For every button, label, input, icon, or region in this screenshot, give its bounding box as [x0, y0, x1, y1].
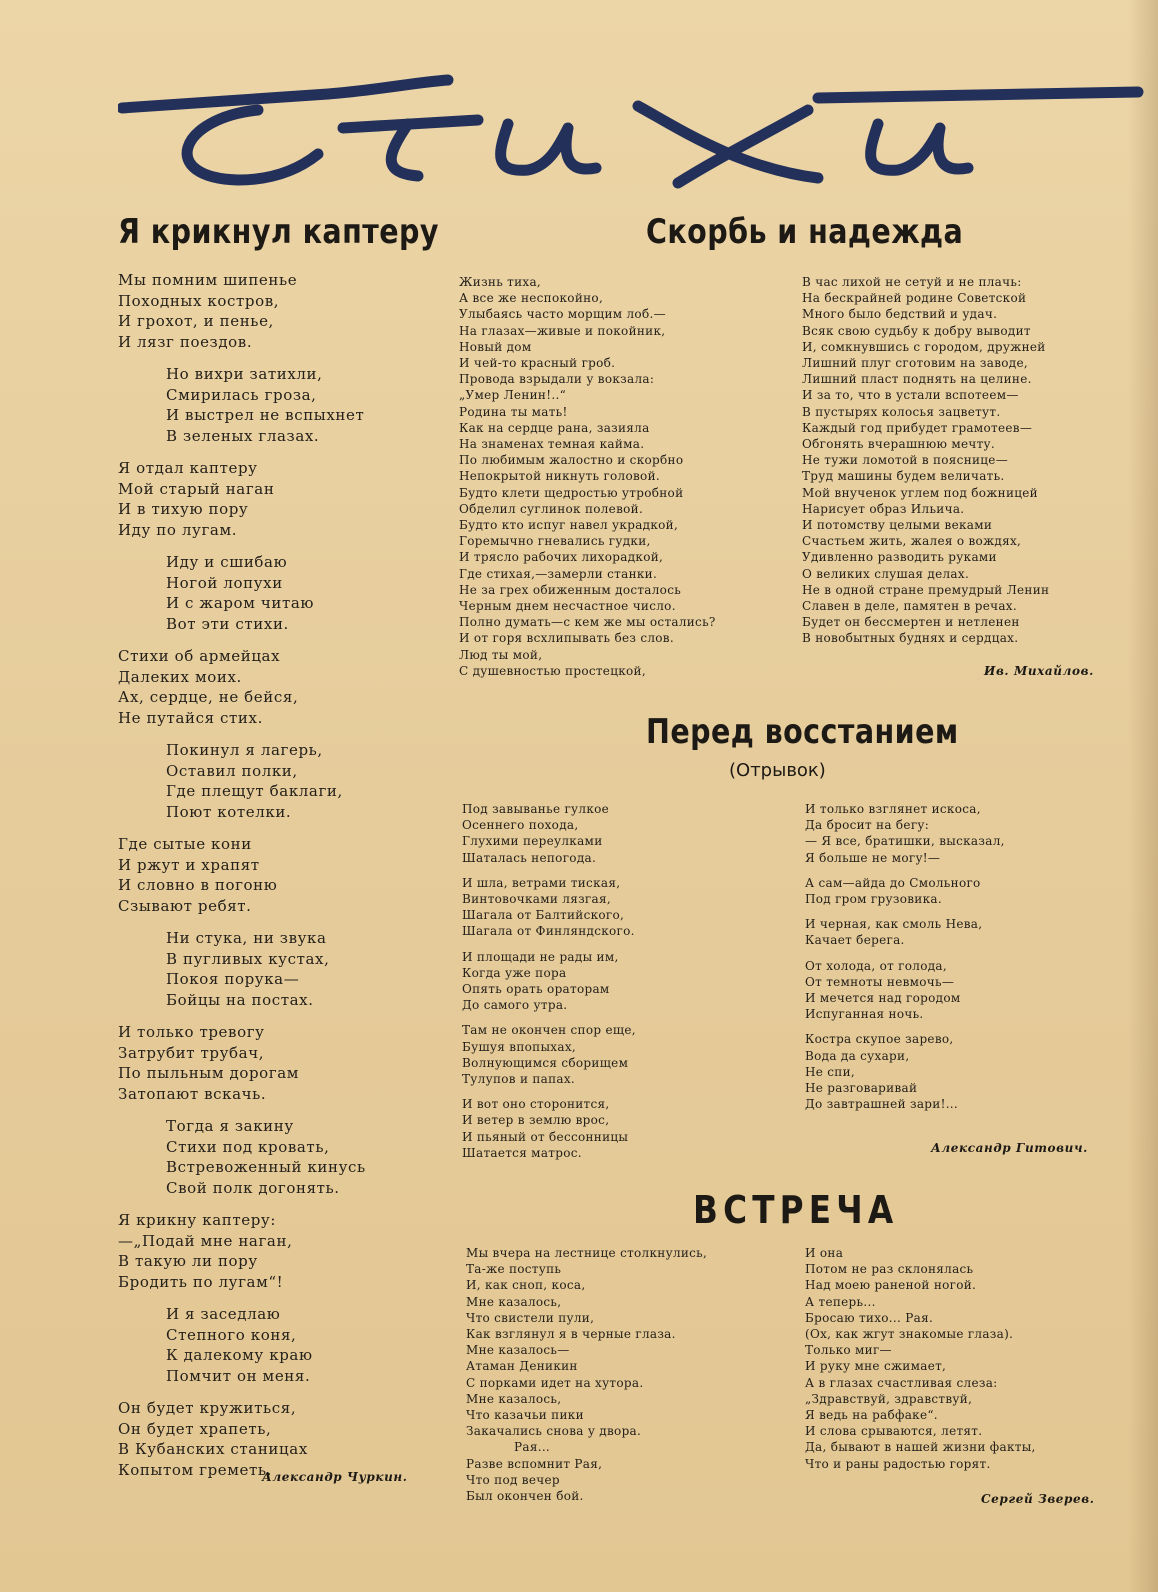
poem-line: В зеленых глазах. — [166, 426, 320, 445]
poem-line: Как на сердце рана, зазияла — [459, 420, 650, 435]
poem-line: Мой внученок углем под божницей — [802, 485, 1038, 500]
poem-line: Мне казалось, — [466, 1294, 562, 1309]
poem-line: Лишний пласт поднять на целине. — [802, 372, 1032, 387]
poem-line: Он будет храпеть, — [118, 1419, 272, 1438]
poem-line: Нарисует образ Ильича. — [802, 501, 965, 516]
poem-line: И вот оно сторонится, — [462, 1097, 610, 1112]
poem-line: Вода да сухари, — [805, 1048, 910, 1063]
poem-line: И слова срываются, летят. — [805, 1424, 983, 1439]
poem-line: С душевностью простецкой, — [459, 663, 646, 678]
poem-line: До завтрашней зари!... — [805, 1097, 959, 1112]
poem-line: Помчит он меня. — [166, 1366, 311, 1385]
poem-line: —„Подай мне наган, — [118, 1231, 293, 1250]
poem-line: Не в одной стране премудрый Ленин — [802, 582, 1050, 597]
poem-line: На бескрайней родине Советской — [802, 291, 1027, 306]
poem-line: Непокрытой никнуть головой. — [459, 469, 660, 484]
poem-line: Счастьем жить, жалея о вождях, — [802, 534, 1022, 549]
poem-line: Тулупов и папах. — [462, 1072, 576, 1087]
poem-line: Улыбаясь часто морщим лоб.— — [459, 307, 666, 322]
poem-line: Оставил полки, — [166, 761, 298, 780]
poem-line: А все же неспокойно, — [459, 291, 604, 306]
poem-line: А сам—айда до Смольного — [805, 875, 981, 890]
poem-skorb-column-2 — [802, 274, 1049, 647]
poem-line: По пыльным дорогам — [118, 1064, 300, 1082]
poem-line: В час лихой не сетуй и не плачь: — [802, 275, 1022, 289]
poem-line: И руку мне сжимает, — [805, 1359, 947, 1374]
poem-line: В пугливых кустах, — [166, 949, 330, 968]
poem-line: Бродить по лугам“! — [118, 1272, 284, 1291]
poem-line: И она — [805, 1246, 844, 1260]
poem-line: Стихи об армейцах — [118, 647, 281, 665]
poem-line: Да бросит на бегу: — [805, 818, 930, 833]
poem-line: Много было бедствий и удач. — [802, 307, 998, 322]
poem-line: Не разговаривай — [805, 1081, 918, 1096]
poem-line: В новобытных буднях и сердцах. — [802, 631, 1019, 646]
poem-line: Люд ты мой, — [459, 647, 543, 662]
poem-line: Шаталась непогода. — [462, 850, 597, 865]
poem-line: Я ведь на рабфаке“. — [805, 1408, 938, 1423]
poem-line: Затрубит трубач, — [118, 1043, 265, 1062]
poem-line: Славен в деле, памятен в речах. — [802, 599, 1017, 614]
poem-line: И только взглянет искоса, — [805, 802, 981, 816]
poem-line: Покоя порука— — [166, 970, 300, 988]
poem-line: И площади не рады им, — [462, 949, 619, 964]
poem-line: Степного коня, — [166, 1325, 297, 1344]
poem-line: Я отдал каптеру — [118, 459, 258, 477]
poem-ya-kriknul-kapteru — [118, 270, 366, 1480]
poem-line: Мы вчера на лестнице столкнулись, — [466, 1246, 708, 1260]
poem-line: А в глазах счастливая слеза: — [805, 1375, 998, 1390]
poem-line: Мой старый наган — [118, 479, 275, 498]
poem-line: Я крикну каптеру: — [118, 1211, 276, 1229]
poem-line: Был окончен бой. — [466, 1489, 584, 1504]
poem-line: (Ох, как жгут знакомые глаза). — [805, 1327, 1014, 1342]
poem-line: Мне казалось— — [466, 1343, 570, 1358]
poem-line: Шагала от Финляндского. — [462, 924, 635, 939]
poem-line: Будто клети щедростью утробной — [459, 485, 684, 500]
poem-line: И выстрел не вспыхнет — [166, 406, 365, 424]
poem-line: Испуганная ночь. — [805, 1007, 924, 1022]
poem-line: Но вихри затихли, — [166, 365, 323, 383]
poem-vstrecha-column-1 — [466, 1245, 707, 1504]
poem-line: „Здравствуй, здравствуй, — [805, 1391, 973, 1406]
poem-line: Встревоженный кинусь — [166, 1158, 366, 1176]
author-mikhailov: Ив. Михайлов. — [984, 664, 1094, 678]
poem-line: От темноты невмочь— — [805, 974, 955, 989]
author-churkin: Александр Чуркин. — [262, 1470, 408, 1484]
poem-line: Что и раны радостью горят. — [805, 1456, 991, 1471]
poem-line: Где стихая,—замерли станки. — [459, 566, 658, 581]
poem-line: Что свистели пули, — [466, 1310, 595, 1325]
poem-line: Костра скупое зарево, — [805, 1032, 954, 1047]
poem-line: Родина ты мать! — [459, 404, 568, 419]
poem-line: В Кубанских станицах — [118, 1440, 308, 1458]
poem-line: Только миг— — [805, 1343, 892, 1358]
poem-line: Волнующимся сборищем — [462, 1055, 629, 1070]
poem-line: Вот эти стихи. — [166, 614, 289, 633]
poem-line: Горемычно гневались гудки, — [459, 534, 651, 549]
poem-line: Будто кто испуг навел украдкой, — [459, 518, 679, 533]
poem-line: Походных костров, — [118, 291, 280, 310]
poem-line: И грохот, и пенье, — [118, 312, 274, 330]
poem-line: И пьяный от бессонницы — [462, 1129, 629, 1144]
poem-line: Иду и сшибаю — [166, 553, 288, 571]
poem-line: Он будет кружиться, — [118, 1399, 297, 1417]
poem-line: Рая... — [514, 1440, 551, 1455]
poem-line: И за то, что в устали вспотеем— — [802, 388, 1019, 403]
poem-line: И в тихую пору — [118, 500, 249, 518]
poem-title-pered-vosstaniem: Перед восстанием — [646, 712, 959, 752]
poem-line: Качает берега. — [805, 933, 905, 948]
poem-line: Когда уже пора — [462, 965, 567, 980]
poem-line: От холода, от голода, — [805, 958, 947, 973]
masthead-stikhi — [118, 58, 1158, 208]
poem-line: И шла, ветрами тиская, — [462, 875, 621, 890]
poem-line: Бойцы на постах. — [166, 990, 314, 1009]
poem-line: Закачались снова у двора. — [466, 1424, 642, 1439]
poem-title-skorb-i-nadezhda: Скорбь и надежда — [646, 212, 964, 252]
poem-line: Где плещут баклаги, — [166, 782, 343, 800]
poem-line: И чей-то красный гроб. — [459, 356, 616, 371]
poem-line: И лязг поездов. — [118, 332, 253, 351]
poem-line: Не спи, — [805, 1064, 856, 1079]
poem-line: И черная, как смоль Нева, — [805, 917, 983, 932]
poem-line: Черным днем несчастное число. — [459, 599, 676, 614]
poem-title-ya-kriknul-kapteru: Я крикнул каптеру — [118, 212, 439, 252]
poem-line: Бросаю тихо... Рая. — [805, 1310, 934, 1325]
poem-line: В пустырях колосья зацветут. — [802, 404, 1001, 419]
poem-line: И от горя всхлипывать без слов. — [459, 631, 674, 646]
poem-line: К далекому краю — [166, 1346, 313, 1364]
poem-skorb-column-1 — [459, 274, 716, 679]
poem-line: „Умер Ленин!..“ — [459, 388, 567, 403]
poem-line: На знаменах темная кайма. — [459, 437, 645, 452]
poem-line: Полно думать—с кем же мы остались? — [459, 615, 716, 630]
poem-line: И словно в погоню — [118, 876, 278, 894]
poem-line: И потомству целыми веками — [802, 518, 993, 533]
poem-line: Жизнь тиха, — [459, 275, 542, 289]
poem-line: А теперь... — [805, 1294, 876, 1309]
poem-line: Новый дом — [459, 339, 532, 354]
poem-line: Сзывают ребят. — [118, 896, 252, 915]
poem-line: Атаман Деникин — [466, 1359, 578, 1374]
poem-title-vstrecha: ВСТРЕЧА — [693, 1188, 899, 1232]
page-edge-shadow — [1128, 0, 1158, 1592]
poem-line: Стихи под кровать, — [166, 1137, 330, 1156]
poem-line: Будет он бессмертен и нетленен — [802, 615, 1020, 630]
poem-line: И, как сноп, коса, — [466, 1278, 586, 1293]
poem-line: Иду по лугам. — [118, 520, 238, 539]
poem-line: Не путайся стих. — [118, 708, 263, 727]
poem-line: Обгонять вчерашнюю мечту. — [802, 437, 996, 452]
poem-vosstanie-column-1 — [462, 801, 636, 1161]
poem-line: Лишний плуг сготовим на заводе, — [802, 356, 1029, 371]
poem-line: И, сомкнувшись с городом, дружней — [802, 339, 1046, 354]
poem-line: Осеннего похода, — [462, 818, 579, 833]
poem-line: Копытом греметь. — [118, 1460, 273, 1479]
poem-line: Потом не раз склонялась — [805, 1262, 974, 1277]
poem-line: Глухими переулками — [462, 834, 603, 849]
poem-vosstanie-column-2 — [805, 801, 1005, 1112]
poem-line: Свой полк догонять. — [166, 1178, 340, 1197]
poem-line: Тогда я закину — [166, 1117, 294, 1135]
poem-line: И с жаром читаю — [166, 594, 315, 612]
poem-subtitle-otryvok: (Отрывок) — [729, 760, 826, 781]
poem-line: И только тревогу — [118, 1023, 265, 1041]
poem-line: И мечется над городом — [805, 991, 961, 1006]
author-gitovich: Александр Гитович. — [931, 1141, 1088, 1155]
poem-line: Над моею раненой ногой. — [805, 1278, 977, 1293]
poem-line: До самого утра. — [462, 998, 568, 1013]
poem-line: Ногой лопухи — [166, 573, 283, 592]
author-zverev: Сергей Зверев. — [981, 1492, 1095, 1506]
poem-line: Да, бывают в нашей жизни факты, — [805, 1440, 1036, 1455]
poem-line: Всяк свою судьбу к добру выводит — [802, 323, 1031, 338]
poem-line: На глазах—живые и покойник, — [459, 323, 666, 338]
poem-line: Там не окончен спор еще, — [462, 1023, 636, 1038]
poem-line: Под завыванье гулкое — [462, 802, 610, 816]
poem-line: Опять орать ораторам — [462, 982, 610, 997]
poem-line: Ни стука, ни звука — [166, 929, 327, 947]
poem-line: О великих слушая делах. — [802, 566, 970, 581]
poem-line: Винтовочками лязгая, — [462, 892, 611, 907]
poem-line: Шагала от Балтийского, — [462, 908, 625, 923]
poem-line: Смирилась гроза, — [166, 385, 317, 404]
poem-line: Что казачьи пики — [466, 1408, 584, 1423]
poem-line: По любимым жалостно и скорбно — [459, 453, 684, 468]
poem-line: Провода взрыдали у вокзала: — [459, 372, 655, 387]
poem-line: Труд машины будем величать. — [802, 469, 1005, 484]
poem-line: Покинул я лагерь, — [166, 741, 323, 759]
poem-line: Что под вечер — [466, 1472, 560, 1487]
poem-line: Далеких моих. — [118, 667, 242, 686]
poem-line: — Я все, братишки, высказал, — [805, 834, 1005, 849]
poem-line: И ветер в землю врос, — [462, 1113, 610, 1128]
poem-line: В такую ли пору — [118, 1252, 258, 1270]
poem-line: Шатается матрос. — [462, 1145, 582, 1160]
poem-line: Под гром грузовика. — [805, 892, 942, 907]
poem-line: Мне казалось, — [466, 1391, 562, 1406]
poem-line: И трясло рабочих лихорадкой, — [459, 550, 664, 565]
poem-line: Не за грех обиженным досталось — [459, 582, 682, 597]
poem-line: Затопают вскачь. — [118, 1084, 267, 1103]
poem-line: И ржут и храпят — [118, 855, 260, 874]
poem-line: Я больше не могу!— — [805, 850, 941, 865]
poem-line: Та-же поступь — [466, 1262, 562, 1277]
poem-line: Бушуя впопыхах, — [462, 1039, 577, 1054]
poem-line: Как взглянул я в черные глаза. — [466, 1327, 676, 1342]
poem-line: Где сытые кони — [118, 835, 252, 853]
poem-line: Разве вспомнит Рая, — [466, 1456, 603, 1471]
poem-line: Обделил суглинок полевой. — [459, 501, 644, 516]
poem-line: Мы помним шипенье — [118, 271, 298, 289]
masthead-script-logo — [118, 58, 1158, 208]
poem-line: Не тужи ломотой в пояснице— — [802, 453, 1009, 468]
poem-line: Поют котелки. — [166, 802, 292, 821]
poem-line: И я заседлаю — [166, 1305, 281, 1323]
poem-line: Каждый год прибудет грамотеев— — [802, 420, 1033, 435]
poem-line: С порками идет на хутора. — [466, 1375, 644, 1390]
poem-line: Удивленно разводить руками — [802, 550, 997, 565]
poem-vstrecha-column-2 — [805, 1245, 1036, 1472]
poem-line: Ах, сердце, не бейся, — [118, 688, 299, 706]
